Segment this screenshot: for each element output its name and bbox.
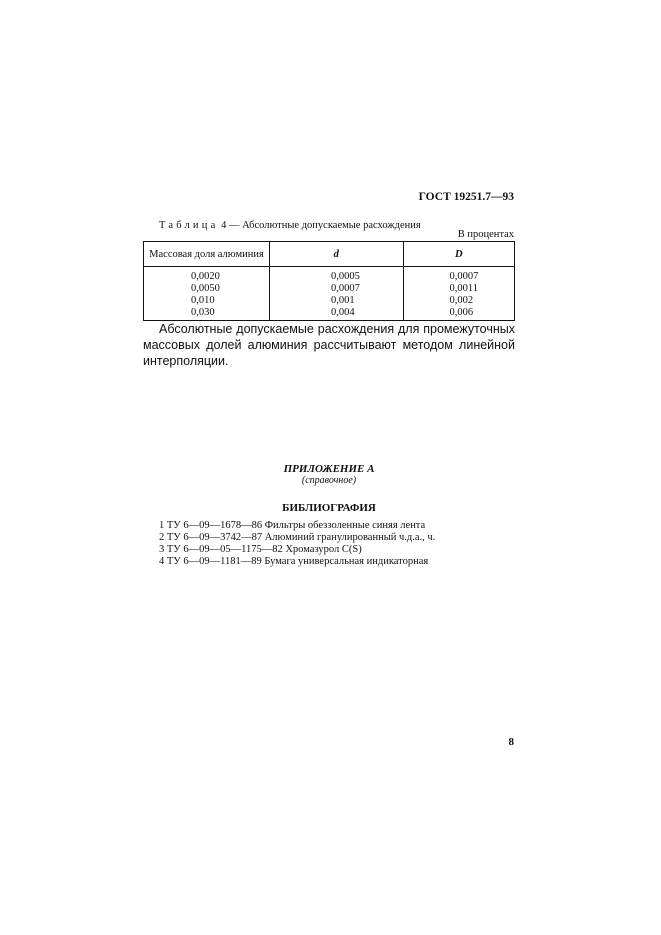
bibliography-title: БИБЛИОГРАФИЯ bbox=[282, 502, 376, 514]
table-cell: 0,002 bbox=[403, 296, 514, 308]
header-mass-fraction: Массовая доля алюминия bbox=[144, 242, 270, 267]
table-cell: 0,010 bbox=[144, 296, 270, 308]
table-cell: 0,0005 bbox=[270, 267, 404, 285]
table-cell: 0,006 bbox=[403, 308, 514, 321]
table-cell: 0,0007 bbox=[403, 267, 514, 285]
data-table bbox=[143, 241, 515, 321]
bibliography-list bbox=[159, 520, 435, 568]
table-cell: 0,0020 bbox=[144, 267, 270, 285]
table-header-row bbox=[144, 242, 515, 267]
document-code: ГОСТ 19251.7—93 bbox=[418, 191, 514, 203]
table-cell: 0,0050 bbox=[144, 284, 270, 296]
table-cell: 0,0011 bbox=[403, 284, 514, 296]
page-number: 8 bbox=[508, 736, 514, 748]
table-cell: 0,0007 bbox=[270, 284, 404, 296]
list-item: 4 ТУ 6—09—1181—89 Бумага универсальная индикаторная bbox=[159, 556, 429, 567]
paragraph-text: Абсолютные допускаемые расхождения для промежуточных массовых долей алюминия рассчитывают методом линейной интерполяции. bbox=[143, 322, 515, 368]
table-units: В процентах bbox=[457, 229, 514, 240]
table-row bbox=[144, 308, 515, 321]
table-row bbox=[144, 267, 515, 285]
list-item: 1 ТУ 6—09—1678—86 Фильтры обеззоленные синяя лента bbox=[159, 520, 426, 531]
appendix-title: ПРИЛОЖЕНИЕ А bbox=[283, 463, 375, 475]
table-cell: 0,001 bbox=[270, 296, 404, 308]
table-caption-text: 4 — Абсолютные допускаемые расхождения bbox=[221, 220, 421, 231]
table-caption-label: Таблица bbox=[159, 220, 219, 231]
table-cell: 0,004 bbox=[270, 308, 404, 321]
list-item: 3 ТУ 6—09—05—1175—82 Хромазурол С(S) bbox=[159, 544, 362, 555]
table-cell: 0,030 bbox=[144, 308, 270, 321]
body-paragraph bbox=[143, 321, 515, 369]
table-caption bbox=[159, 220, 421, 231]
appendix-subtitle: (справочное) bbox=[301, 475, 357, 486]
header-d-lower: d bbox=[270, 242, 404, 267]
header-d-upper: D bbox=[403, 242, 514, 267]
list-item: 2 ТУ 6—09—3742—87 Алюминий гранулированный ч.д.а., ч. bbox=[159, 532, 436, 543]
